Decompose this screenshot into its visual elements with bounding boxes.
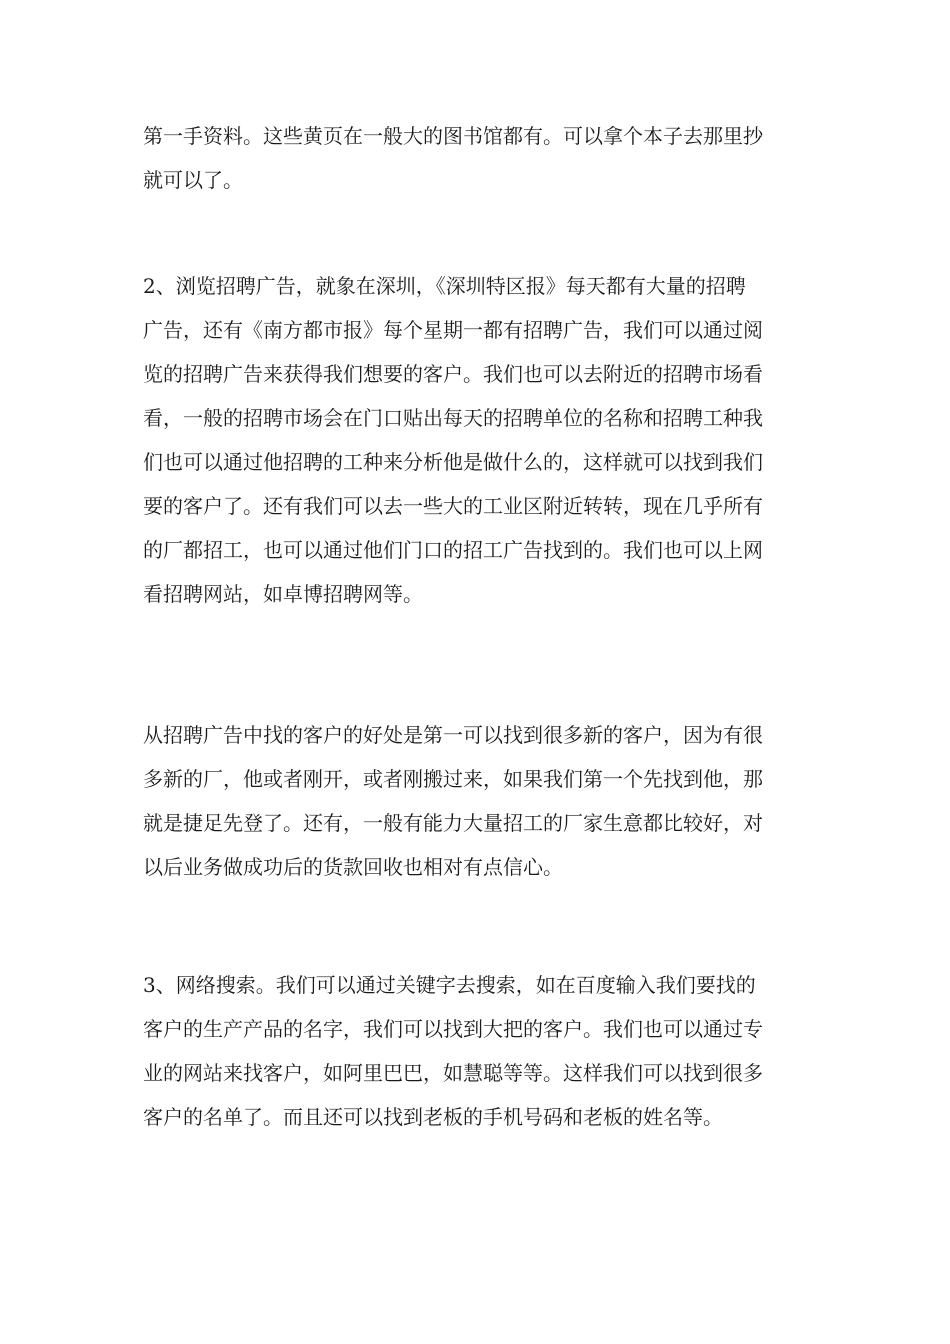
text-line: 以后业务做成功后的货款回收也相对有点信心。	[143, 855, 563, 879]
paragraph-web-search	[143, 963, 813, 1139]
text-line: 多新的厂，他或者刚开，或者刚搬过来，如果我们第一个先找到他，那	[143, 767, 763, 791]
text-line: 的厂都招工，也可以通过他们门口的招工广告找到的。我们也可以上网	[143, 538, 763, 562]
paragraph-recruitment-ads	[143, 264, 813, 616]
text-line: 就是捷足先登了。还有，一般有能力大量招工的厂家生意都比较好，对	[143, 811, 763, 835]
text-line: 览的招聘广告来获得我们想要的客户。我们也可以去附近的招聘市场看	[143, 362, 763, 386]
text-line: 客户的生产产品的名字，我们可以找到大把的客户。我们也可以通过专	[143, 1017, 763, 1041]
text-line: 第一手资料。这些黄页在一般大的图书馆都有。可以拿个本子去那里抄	[143, 124, 763, 148]
text-line: 就可以了。	[143, 168, 243, 192]
text-line: 看，一般的招聘市场会在门口贴出每天的招聘单位的名称和招聘工种我	[143, 406, 763, 430]
text-line: 要的客户了。还有我们可以去一些大的工业区附近转转，现在几乎所有	[143, 494, 763, 518]
text-line: 客户的名单了。而且还可以找到老板的手机号码和老板的姓名等。	[143, 1105, 723, 1129]
text-line: 从招聘广告中找的客户的好处是第一可以找到很多新的客户，因为有很	[143, 723, 763, 747]
text-line: 业的网站来找客户，如阿里巴巴，如慧聪等等。这样我们可以找到很多	[143, 1061, 763, 1085]
text-line: 们也可以通过他招聘的工种来分析他是做什么的，这样就可以找到我们	[143, 450, 763, 474]
text-line: 看招聘网站，如卓博招聘网等。	[143, 582, 423, 606]
text-line: 2、浏览招聘广告，就象在深圳，《深圳特区报》每天都有大量的招聘	[143, 274, 746, 298]
paragraph-yellow-pages-continued	[143, 114, 813, 202]
text-line: 广告，还有《南方都市报》每个星期一都有招聘广告，我们可以通过阅	[143, 318, 763, 342]
text-line: 3、网络搜索。我们可以通过关键字去搜索，如在百度输入我们要找的	[143, 973, 756, 997]
paragraph-recruitment-benefits	[143, 713, 813, 889]
